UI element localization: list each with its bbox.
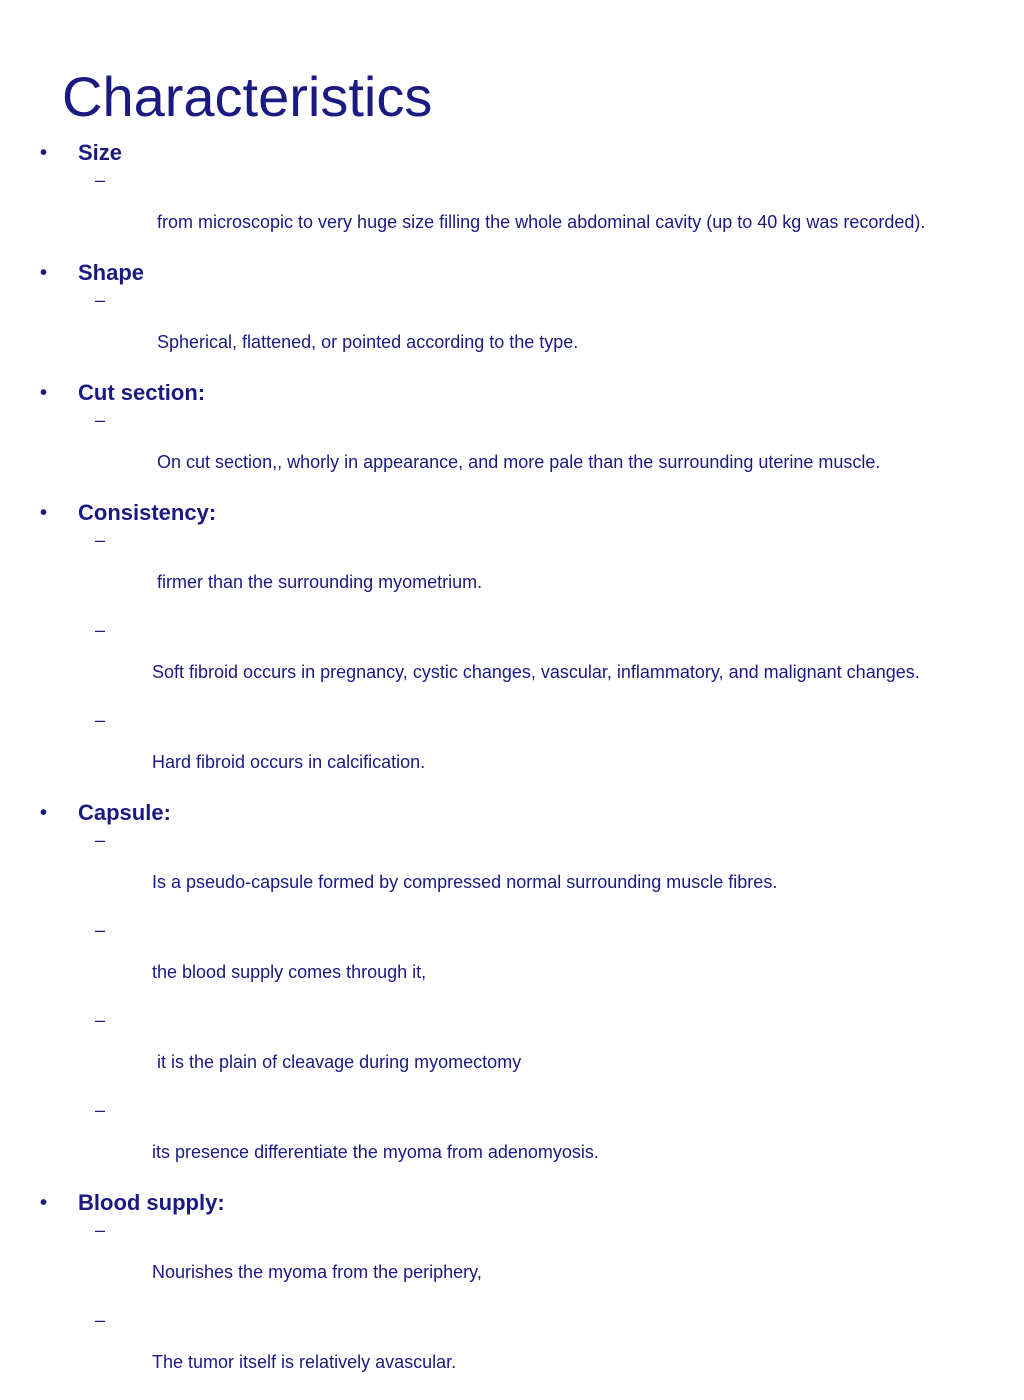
dash-icon: – [95, 1010, 106, 1030]
section-heading-label: Capsule: [78, 800, 171, 825]
sub-item [0, 920, 1024, 1004]
section-heading-blood-supply [0, 1190, 1024, 1216]
bullet-icon: • [40, 262, 48, 284]
dash-icon: – [95, 620, 106, 640]
dash-icon: – [95, 410, 106, 430]
sub-item [0, 530, 1024, 614]
dash-icon: – [95, 710, 106, 730]
section-heading-label: Cut section: [78, 380, 206, 405]
sub-item [0, 1010, 1024, 1094]
sub-item [0, 170, 1024, 254]
bullet-icon: • [40, 142, 48, 164]
sub-item [0, 620, 1024, 704]
bullet-icon: • [40, 802, 48, 824]
section-heading-label: Consistency: [78, 500, 217, 525]
sub-item-text: Hard fibroid occurs in calcification. [152, 752, 426, 772]
dash-icon: – [95, 530, 106, 550]
section-heading-cut-section [0, 380, 1024, 406]
section-heading-size [0, 140, 1024, 166]
dash-icon: – [95, 290, 106, 310]
sub-item-text: On cut section,, whorly in appearance, and more pale than the surrounding uterine muscle. [152, 452, 881, 472]
dash-icon: – [95, 1310, 106, 1330]
sub-item-text: its presence differentiate the myoma from adenomyosis. [152, 1142, 599, 1162]
sub-item-text: it is the plain of cleavage during myomectomy [152, 1052, 522, 1072]
sub-item [0, 1100, 1024, 1184]
sub-item-text: The tumor itself is relatively avascular. [152, 1352, 457, 1372]
sub-item-text: Soft fibroid occurs in pregnancy, cystic changes, vascular, inflammatory, and malignant changes. [152, 662, 920, 682]
sub-item [0, 410, 1024, 494]
sub-item-text: Spherical, flattened, or pointed according to the type. [152, 332, 579, 352]
sub-item [0, 290, 1024, 374]
sub-item-text: firmer than the surrounding myometrium. [152, 572, 483, 592]
sub-item-text: Is a pseudo-capsule formed by compressed normal surrounding muscle fibres. [152, 872, 778, 892]
section-heading-consistency [0, 500, 1024, 526]
dash-icon: – [95, 170, 106, 190]
dash-icon: – [95, 920, 106, 940]
dash-icon: – [95, 1100, 106, 1120]
sub-item-text: Nourishes the myoma from the periphery, [152, 1262, 482, 1282]
section-heading-shape [0, 260, 1024, 286]
dash-icon: – [95, 1220, 106, 1240]
sub-item [0, 710, 1024, 794]
slide-title: Characteristics [62, 65, 433, 128]
slide-body [0, 136, 1024, 1400]
section-heading-label: Blood supply: [78, 1190, 225, 1215]
bullet-icon: • [40, 1192, 48, 1214]
section-heading-label: Shape [78, 260, 145, 285]
sub-item [0, 1220, 1024, 1304]
sub-item [0, 830, 1024, 914]
sub-item [0, 1310, 1024, 1394]
sub-item-text: the blood supply comes through it, [152, 962, 427, 982]
section-heading-capsule [0, 800, 1024, 826]
bullet-icon: • [40, 382, 48, 404]
section-heading-label: Size [78, 140, 123, 165]
dash-icon: – [95, 830, 106, 850]
sub-item-text: from microscopic to very huge size filling the whole abdominal cavity (up to 40 kg was recorded). [152, 212, 926, 232]
bullet-icon: • [40, 502, 48, 524]
